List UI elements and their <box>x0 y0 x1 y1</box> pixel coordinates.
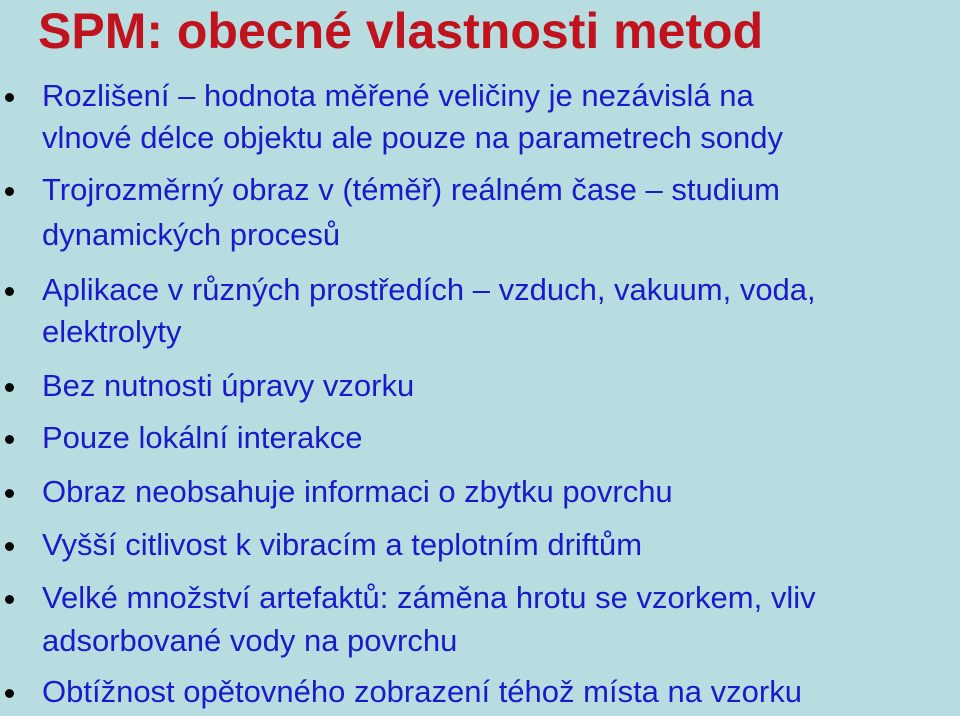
bullet-dot-icon <box>5 287 14 296</box>
bullet-line: Vyšší citlivost k vibracím a teplotním driftům <box>42 527 643 562</box>
bullet-line: Bez nutnosti úpravy vzorku <box>42 368 415 403</box>
bullet-line: Obtížnost opětovného zobrazení téhož místa na vzorku <box>42 674 802 709</box>
bullet-dot-icon <box>5 595 14 604</box>
bullet-dot-icon <box>5 489 14 498</box>
bullet-dot-icon <box>5 689 14 698</box>
bullet-line: Rozlišení – hodnota měřené veličiny je nezávislá na <box>42 78 754 113</box>
bullet-dot-icon <box>5 542 14 551</box>
bullet-line: vlnové délce objektu ale pouze na parametrech sondy <box>42 120 784 155</box>
bullet-line: Trojrozměrný obraz v (téměř) reálném čase – studium <box>42 172 780 207</box>
bullet-line: Obraz neobsahuje informaci o zbytku povrchu <box>42 474 673 509</box>
slide-title: SPM: obecné vlastnosti metod <box>38 3 764 59</box>
bullet-dot-icon <box>5 93 14 102</box>
bullet-line: dynamických procesů <box>42 217 341 252</box>
bullet-dot-icon <box>5 383 14 392</box>
bullet-line: Aplikace v různých prostředích – vzduch, vakuum, voda, <box>42 272 816 307</box>
bullet-dot-icon <box>5 187 14 196</box>
bullet-line: elektrolyty <box>42 314 182 349</box>
bullet-line: Velké množství artefaktů: záměna hrotu se vzorkem, vliv <box>42 580 816 615</box>
bullet-line: Pouze lokální interakce <box>42 420 363 455</box>
bullet-dot-icon <box>5 435 14 444</box>
bullet-line: adsorbované vody na povrchu <box>42 623 458 658</box>
